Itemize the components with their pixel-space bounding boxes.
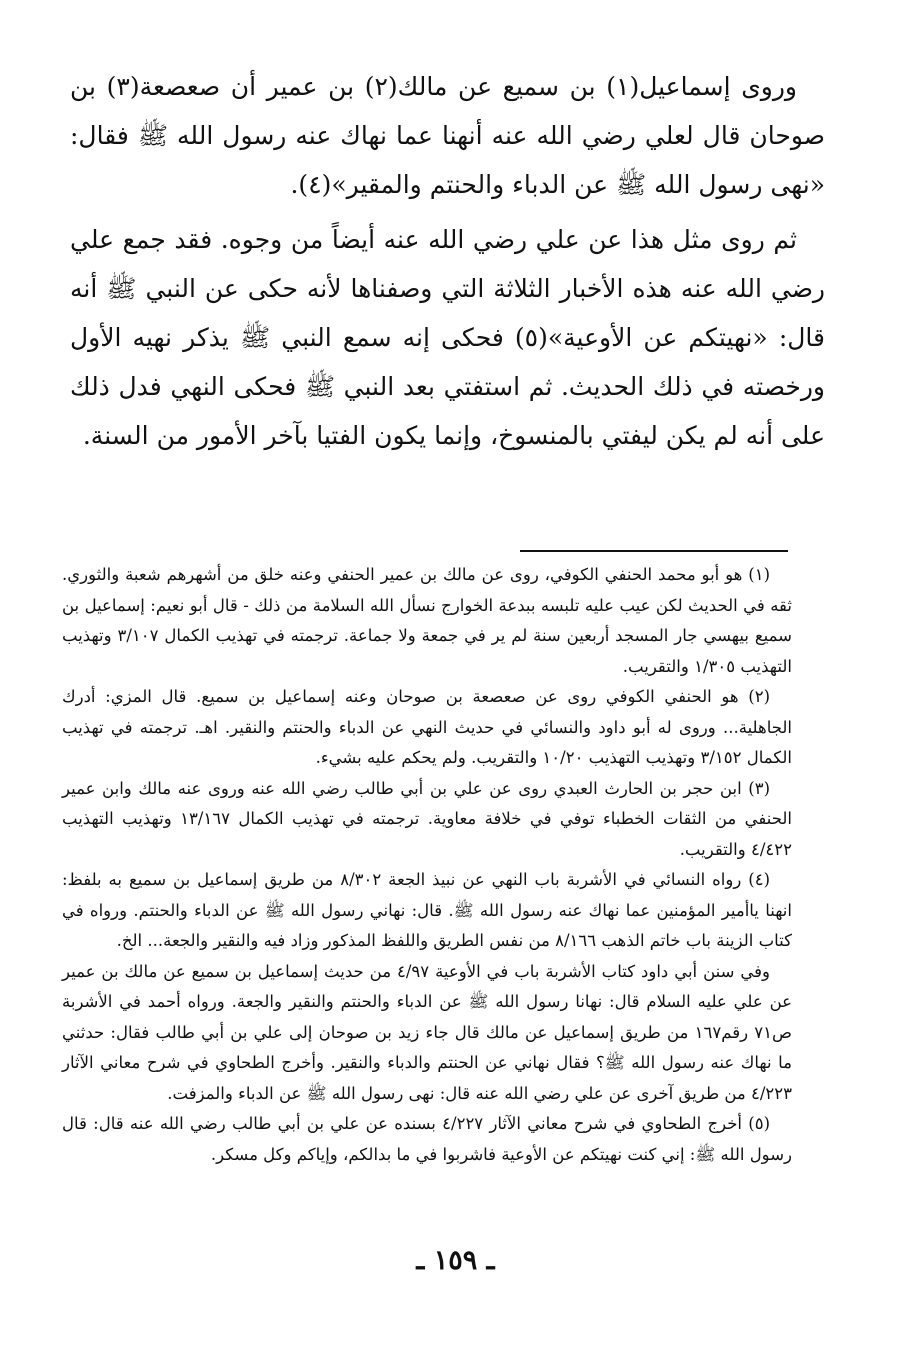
footnote-separator [520,550,788,552]
footnote-4-continued: وفي سنن أبي داود كتاب الأشربة باب في الأوعية ٤/٩٧ من حديث إسماعيل بن سميع عن مالك بن عمير عن علي عليه السلام قال: نهانا رسول الله ﷺ عن الدباء والحنتم والنقير والجعة. ورواه أحمد في الأشربة ص٧١ رقم١٦٧ من طريق إسماعيل عن مالك قال جاء زيد بن صوحان إلى علي بن أبي طالب فقال: حدثني ما نهاك عنه رسول الله ﷺ؟ فقال نهاني عن الحنتم والدباء والنقير. وأخرج الطحاوي في شرح معاني الآثار ٤/٢٢٣ من طريق آخرى عن علي رضي الله عنه قال: نهى رسول الله ﷺ عن الدباء والمزفت. [62,961,792,1103]
main-text-body [70,62,825,460]
footnote-1: (١) هو أبو محمد الحنفي الكوفي، روى عن مالك بن عمير الحنفي وعنه خلق من أشهرهم شعبة والثوري. ثقه في الحديث لكن عيب عليه تلبسه ببدعة الخوارج نسأل الله السلامة من ذلك - قال أبو نعيم: إسماعيل بن سميع بيهسي جار المسجد أربعين سنة لم ير في جمعة ولا جماعة. ترجمته في تهذيب الكمال ٣/١٠٧ وتهذيب التهذيب ١/٣٠٥ والتقريب. [62,565,792,676]
footnote-4: (٤) رواه النسائي في الأشربة باب النهي عن نبيذ الجعة ٨/٣٠٢ من طريق إسماعيل بن سميع به بلفظ: انهنا ياأمير المؤمنين عما نهاك عنه رسول الله ﷺ. قال: نهاني رسول الله ﷺ عن الدباء والحنتم. ورواه في كتاب الزينة باب خاتم الذهب ٨/١٦٦ من نفس الطريق واللفظ المذكور وزاد فيه والنقير والجعة... الخ. [62,870,792,950]
main-paragraph-2: ثم روى مثل هذا عن علي رضي الله عنه أيضاً من وجوه. فقد جمع علي رضي الله عنه هذه الأخبار الثلاثة التي وصفناها لأنه حكى عن النبي ﷺ أنه قال: «نهيتكم عن الأوعية»(٥) فحكى إنه سمع النبي ﷺ يذكر نهيه الأول ورخصته في ذلك الحديث. ثم استفتي بعد النبي ﷺ فحكى النهي فدل ذلك على أنه لم يكن ليفتي بالمنسوخ، وإنما يكون الفتيا بآخر الأمور من السنة. [70,225,825,450]
footnotes-section [62,560,792,1170]
footnote-2: (٢) هو الحنفي الكوفي روى عن صعصعة بن صوحان وعنه إسماعيل بن سميع. قال المزي: أدرك الجاهلية... وروى له أبو داود والنسائي في حديث النهي عن الدباء والحنتم والنقير. اهـ. ترجمته في تهذيب الكمال ٣/١٥٢ وتهذيب التهذيب ١٠/٢٠ والتقريب. ولم يحكم عليه بشيء. [62,687,792,767]
page-number: ـ ١٥٩ ـ [416,1245,495,1276]
footnote-3: (٣) ابن حجر بن الحارث العبدي روى عن علي بن أبي طالب رضي الله عنه وروى عنه مالك وابن عمير الحنفي من الثقات الخطباء توفي في خلافة معاوية. ترجمته في تهذيب الكمال ١٣/١٦٧ وتهذيب التهذيب ٤/٤٢٢ والتقريب. [62,778,792,859]
main-paragraph-1: وروى إسماعيل(١) بن سميع عن مالك(٢) بن عمير أن صعصعة(٣) بن صوحان قال لعلي رضي الله عنه أنهنا عما نهاك عنه رسول الله ﷺ فقال: «نهى رسول الله ﷺ عن الدباء والحنتم والمقير»(٤). [70,72,825,199]
footnote-5: (٥) أخرج الطحاوي في شرح معاني الآثار ٤/٢٢٧ بسنده عن علي بن أبي طالب رضي الله عنه قال: قال رسول الله ﷺ: إني كنت نهيتكم عن الأوعية فاشربوا في ما بدالكم، وإياكم وكل مسكر. [62,1114,792,1164]
